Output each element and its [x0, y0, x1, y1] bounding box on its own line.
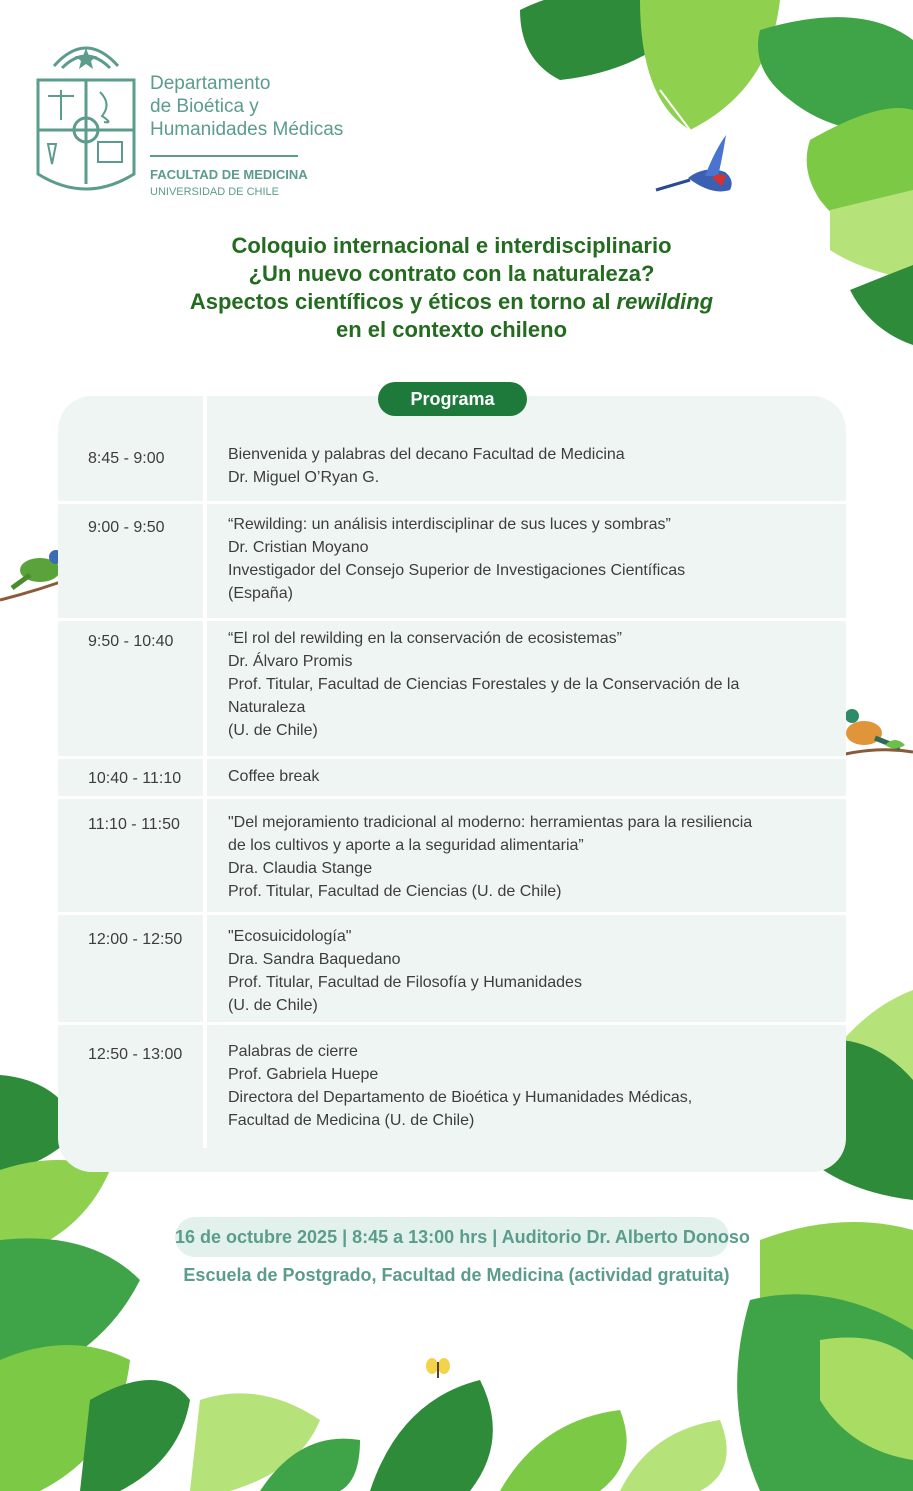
schedule-description	[228, 925, 582, 1017]
department-name-line3: Humanidades Médicas	[150, 119, 344, 140]
schedule-line: “Rewilding: un análisis interdisciplinar de sus luces y sombras”	[228, 516, 671, 533]
schedule-line: (U. de Chile)	[228, 997, 318, 1014]
row-divider	[58, 756, 846, 759]
schedule-time: 12:50 - 13:00	[88, 1046, 183, 1063]
university-crest-icon	[34, 34, 138, 204]
event-title-line2: ¿Un nuevo contrato con la naturaleza?	[248, 261, 655, 286]
university-name: UNIVERSIDAD DE CHILE	[150, 186, 279, 198]
butterfly-icon	[426, 1358, 450, 1378]
schedule-line: Directora del Departamento de Bioética y Humanidades Médicas,	[228, 1089, 693, 1106]
schedule-line: Investigador del Consejo Superior de Investigaciones Científicas	[228, 562, 686, 579]
department-name-line1: Departamento	[150, 73, 271, 94]
bird-illustration-top	[656, 135, 732, 192]
schedule-time: 8:45 - 9:00	[88, 450, 165, 467]
schedule-line: “El rol del rewilding en la conservación de ecosistemas”	[228, 630, 622, 647]
schedule-line: "Ecosuicidología"	[228, 928, 352, 945]
row-divider	[58, 618, 846, 621]
schedule-line: Naturaleza	[228, 699, 306, 716]
schedule-line: Prof. Gabriela Huepe	[228, 1066, 379, 1083]
schedule-time: 11:10 - 11:50	[88, 816, 180, 833]
schedule-description	[228, 513, 685, 605]
event-title-line3	[100, 288, 803, 316]
schedule-line: Palabras de cierre	[228, 1043, 358, 1060]
schedule-line: Dra. Claudia Stange	[228, 860, 373, 877]
schedule-time: 9:50 - 10:40	[88, 633, 174, 650]
row-divider	[58, 796, 846, 799]
schedule-time: 12:00 - 12:50	[88, 931, 183, 948]
schedule-line: Facultad de Medicina (U. de Chile)	[228, 1112, 475, 1129]
department-name	[150, 72, 343, 141]
schedule-time: 9:00 - 9:50	[88, 519, 165, 536]
schedule-line: "Del mejoramiento tradicional al moderno: herramientas para la resiliencia	[228, 814, 753, 831]
event-title-line1: Coloquio internacional e interdisciplinario	[231, 233, 672, 258]
row-divider	[58, 1022, 846, 1025]
schedule-line: Prof. Titular, Facultad de Ciencias (U. de Chile)	[228, 883, 562, 900]
schedule-description	[228, 765, 319, 788]
schedule-line: Prof. Titular, Facultad de Ciencias Forestales y de la Conservación de la	[228, 676, 740, 693]
schedule-description	[228, 627, 739, 742]
schedule-description	[228, 811, 752, 903]
department-name-line2: de Bioética y	[150, 96, 259, 117]
schedule-line: Bienvenida y palabras del decano Facultad de Medicina	[228, 446, 625, 463]
schedule-line: Dra. Sandra Baquedano	[228, 951, 401, 968]
row-divider	[58, 501, 846, 504]
header-divider	[150, 155, 298, 157]
schedule-line: Coffee break	[228, 768, 320, 785]
schedule-line: Dr. Miguel O’Ryan G.	[228, 469, 380, 486]
event-title-line3-text: Aspectos científicos y éticos en torno al	[189, 289, 617, 314]
row-divider	[58, 912, 846, 915]
schedule-description	[228, 443, 625, 489]
event-date-pill: 16 de octubre 2025 | 8:45 a 13:00 hrs | Auditorio Dr. Alberto Donoso	[175, 1217, 729, 1257]
program-label-pill: Programa	[378, 382, 527, 416]
event-title-emphasis: rewilding	[616, 289, 714, 314]
leaf-decoration-bottom-center	[260, 1380, 727, 1491]
event-venue: Escuela de Postgrado, Facultad de Medicina (actividad gratuita)	[183, 1265, 730, 1285]
schedule-line: (U. de Chile)	[228, 722, 318, 739]
faculty-name: FACULTAD DE MEDICINA	[150, 167, 308, 182]
event-title	[100, 232, 803, 344]
schedule-line: de los cultivos y aporte a la seguridad alimentaria”	[228, 837, 584, 854]
schedule-line: (España)	[228, 585, 293, 602]
schedule-line: Dr. Cristian Moyano	[228, 539, 369, 556]
schedule-time: 10:40 - 11:10	[88, 770, 182, 787]
schedule-line: Dr. Álvaro Promis	[228, 653, 353, 670]
schedule-line: Prof. Titular, Facultad de Filosofía y Humanidades	[228, 974, 582, 991]
schedule-description	[228, 1040, 692, 1132]
event-title-line4: en el contexto chileno	[335, 317, 568, 342]
program-column-divider	[203, 396, 207, 1148]
